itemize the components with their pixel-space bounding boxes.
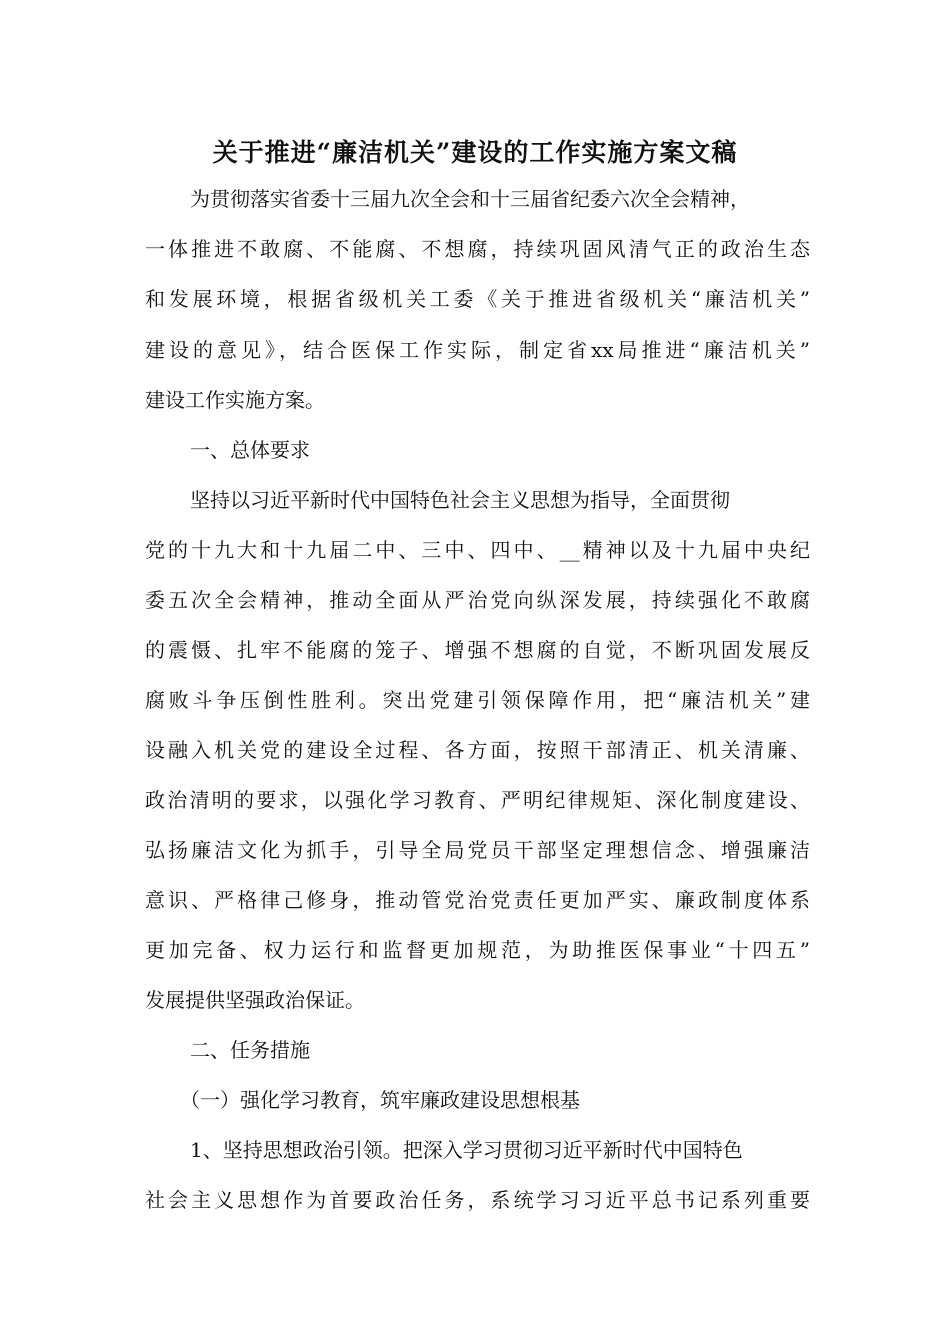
paragraph-line: 和发展环境，根据省级机关工委《关于推进省级机关“廉洁机关” xyxy=(145,287,810,311)
paragraph-line: 发展提供坚强政治保证。 xyxy=(145,988,365,1012)
paragraph-line: 设融入机关党的建设全过程、各方面，按照干部清正、机关清廉、 xyxy=(145,738,810,762)
paragraph-line: 腐败斗争压倒性胜利。突出党建引领保障作用，把“廉洁机关”建 xyxy=(145,688,810,712)
paragraph-line: 弘扬廉洁文化为抓手，引导全局党员干部坚定理想信念、增强廉洁 xyxy=(145,838,810,862)
paragraph-line: 建设工作实施方案。 xyxy=(145,388,325,412)
paragraph-line: 更加完备、权力运行和监督更加规范，为助推医保事业“十四五” xyxy=(145,938,810,962)
subsection-heading: （一）强化学习教育，筑牢廉政建设思想根基 xyxy=(180,1088,580,1112)
paragraph-line: 的震慑、扎牢不能腐的笼子、增强不想腐的自觉，不断巩固发展反 xyxy=(145,638,810,662)
paragraph-line: 一体推进不敢腐、不能腐、不想腐，持续巩固风清气正的政治生态 xyxy=(145,237,810,261)
paragraph-line: 社会主义思想作为首要政治任务，系统学习习近平总书记系列重要 xyxy=(145,1188,810,1212)
paragraph-line: 政治清明的要求，以强化学习教育、严明纪律规矩、深化制度建设、 xyxy=(145,788,810,812)
paragraph-line: 坚持以习近平新时代中国特色社会主义思想为指导，全面贯彻 xyxy=(190,488,730,512)
paragraph-line: 1、坚持思想政治引领。把深入学习贯彻习近平新时代中国特色 xyxy=(190,1138,743,1162)
paragraph-line: 意识、严格律己修身，推动管党治党责任更加严实、廉政制度体系 xyxy=(145,888,810,912)
paragraph-line: 为贯彻落实省委十三届九次全会和十三届省纪委六次全会精神， xyxy=(190,187,750,211)
paragraph-line: 党的十九大和十九届二中、三中、四中、__精神以及十九届中央纪 xyxy=(145,538,810,562)
paragraph-line: 委五次全会精神，推动全面从严治党向纵深发展，持续强化不敢腐 xyxy=(145,588,810,612)
document-title: 关于推进“廉洁机关”建设的工作实施方案文稿 xyxy=(212,138,738,167)
section-heading: 一、总体要求 xyxy=(190,438,310,462)
section-heading: 二、任务措施 xyxy=(190,1038,310,1062)
paragraph-line: 建设的意见》，结合医保工作实际，制定省xx局推进“廉洁机关” xyxy=(145,338,810,362)
